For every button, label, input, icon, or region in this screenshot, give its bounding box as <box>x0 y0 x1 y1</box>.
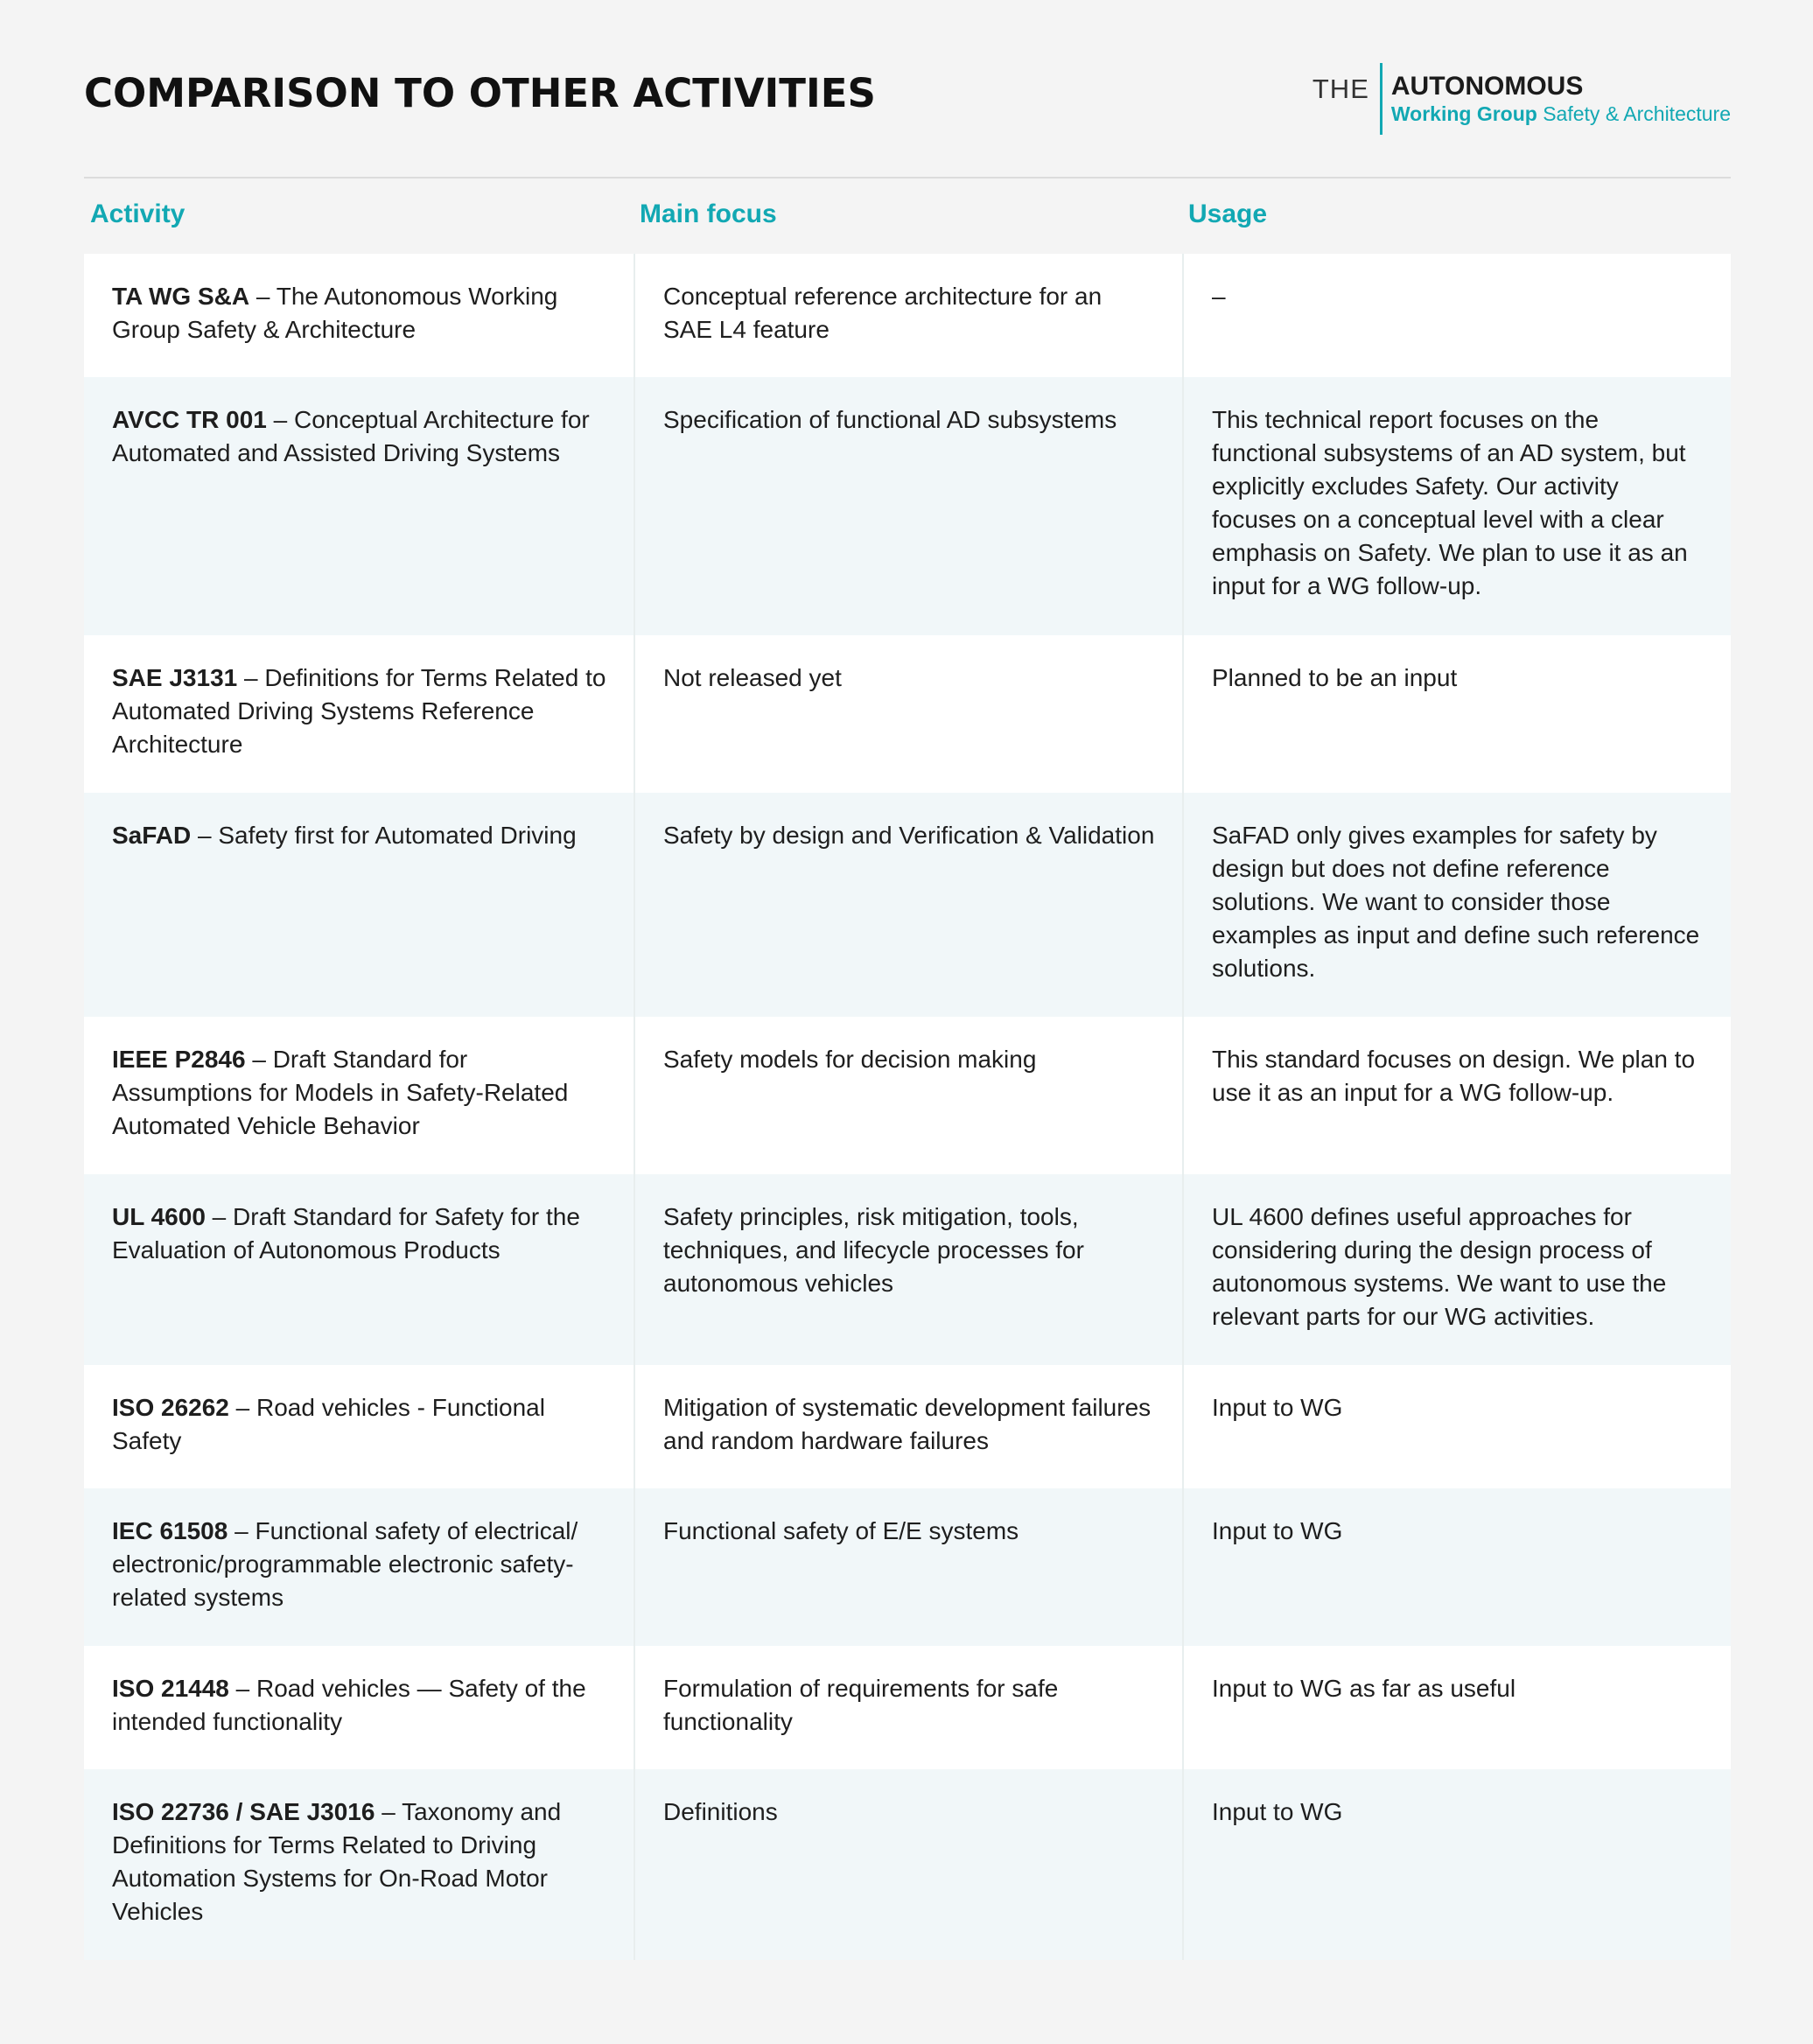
logo <box>1312 63 1731 135</box>
usage-cell: Input to WG <box>1182 1488 1731 1646</box>
usage-cell: This standard focuses on design. We plan to use it as an input for a WG follow-up. <box>1182 1017 1731 1174</box>
usage-cell: Input to WG <box>1182 1769 1731 1960</box>
focus-cell: Specification of functional AD subsystems <box>634 377 1182 635</box>
activity-name: – Conceptual Architecture for Automated and Assisted Driving Systems <box>112 406 590 466</box>
column-header-main-focus: Main focus <box>640 200 777 228</box>
column-header-activity: Activity <box>90 200 186 228</box>
activity-cell <box>84 1174 634 1365</box>
logo-safety-architecture: Safety & Architecture <box>1536 102 1731 125</box>
activity-code: UL 4600 <box>112 1203 206 1230</box>
table-row <box>84 793 1731 1017</box>
focus-cell: Safety by design and Verification & Validation <box>634 793 1182 1017</box>
activity-code: SAE J3131 <box>112 664 238 691</box>
activity-cell <box>84 1646 634 1769</box>
usage-cell: UL 4600 defines useful approaches for considering during the design process of autonomous systems. We want to use the relevant parts for our WG activities. <box>1182 1174 1731 1365</box>
activity-cell <box>84 1769 634 1960</box>
usage-cell: Input to WG <box>1182 1365 1731 1488</box>
logo-autonomous: AUTONOMOUS <box>1390 72 1584 101</box>
usage-cell: – <box>1182 254 1731 377</box>
table-row <box>84 1769 1731 1960</box>
header-divider <box>84 177 1731 178</box>
focus-cell: Functional safety of E/E systems <box>634 1488 1182 1646</box>
table-row <box>84 254 1731 377</box>
table-row <box>84 1017 1731 1174</box>
table-row <box>84 1488 1731 1646</box>
activity-name: – Road vehicles — Safety of the intended functionality <box>112 1675 586 1735</box>
activity-code: IEC 61508 <box>112 1517 228 1544</box>
table-header <box>84 192 1731 252</box>
activity-name: – Draft Standard for Safety for the Evaluation of Autonomous Products <box>112 1203 580 1264</box>
column-header-usage: Usage <box>1188 200 1268 228</box>
activity-name: – Functional safety of electrical/ electronic/programmable electronic safety-related systems <box>112 1517 578 1611</box>
activity-name: – The Autonomous Working Group Safety & Architecture <box>112 283 558 343</box>
table-body <box>84 254 1731 1960</box>
activity-code: ISO 21448 <box>112 1675 229 1702</box>
focus-cell: Not released yet <box>634 635 1182 793</box>
activity-name: – Safety first for Automated Driving <box>191 822 577 849</box>
activity-cell <box>84 1488 634 1646</box>
activity-cell <box>84 377 634 635</box>
table-row <box>84 1174 1731 1365</box>
table-row <box>84 1365 1731 1488</box>
logo-divider <box>1380 63 1382 135</box>
table-row <box>84 1646 1731 1769</box>
usage-cell: Input to WG as far as useful <box>1182 1646 1731 1769</box>
focus-cell: Conceptual reference architecture for an SAE L4 feature <box>634 254 1182 377</box>
activity-name: – Definitions for Terms Related to Automated Driving Systems Reference Architecture <box>112 664 606 758</box>
activity-code: ISO 26262 <box>112 1394 229 1421</box>
activity-name: – Taxonomy and Definitions for Terms Related to Driving Automation Systems for On-Road Motor Vehicles <box>112 1798 562 1925</box>
focus-cell: Safety models for decision making <box>634 1017 1182 1174</box>
focus-cell: Definitions <box>634 1769 1182 1960</box>
logo-text <box>1391 63 1731 126</box>
activity-cell <box>84 635 634 793</box>
activity-cell <box>84 254 634 377</box>
focus-cell: Mitigation of systematic development failures and random hardware failures <box>634 1365 1182 1488</box>
usage-cell: This technical report focuses on the functional subsystems of an AD system, but explicitly excludes Safety. Our activity focuses on a conceptual level with a clear emphasis on Safety. We plan to use it as an input for a WG follow-up. <box>1182 377 1731 635</box>
table-row <box>84 635 1731 793</box>
activity-code: AVCC TR 001 <box>112 406 267 433</box>
activity-code: ISO 22736 / SAE J3016 <box>112 1798 375 1825</box>
activity-name: – Road vehicles - Functional Safety <box>112 1394 545 1454</box>
focus-cell: Safety principles, risk mitigation, tools, techniques, and lifecycle processes for autonomous vehicles <box>634 1174 1182 1365</box>
activity-code: IEEE P2846 <box>112 1046 246 1073</box>
activity-cell <box>84 1365 634 1488</box>
table-row <box>84 377 1731 635</box>
logo-subtitle <box>1391 102 1731 126</box>
activity-code: TA WG S&A <box>112 283 250 310</box>
activity-code: SaFAD <box>112 822 192 849</box>
activity-cell <box>84 1017 634 1174</box>
logo-the: THE <box>1312 74 1369 104</box>
focus-cell: Formulation of requirements for safe functionality <box>634 1646 1182 1769</box>
usage-cell: SaFAD only gives examples for safety by design but does not define reference solutions. We want to consider those examples as input and define such reference solutions. <box>1182 793 1731 1017</box>
page-title: COMPARISON TO OTHER ACTIVITIES <box>84 70 876 116</box>
activity-name: – Draft Standard for Assumptions for Models in Safety-Related Automated Vehicle Behavior <box>112 1046 569 1139</box>
activity-cell <box>84 793 634 1017</box>
logo-working-group: Working Group <box>1390 102 1537 125</box>
usage-cell: Planned to be an input <box>1182 635 1731 793</box>
